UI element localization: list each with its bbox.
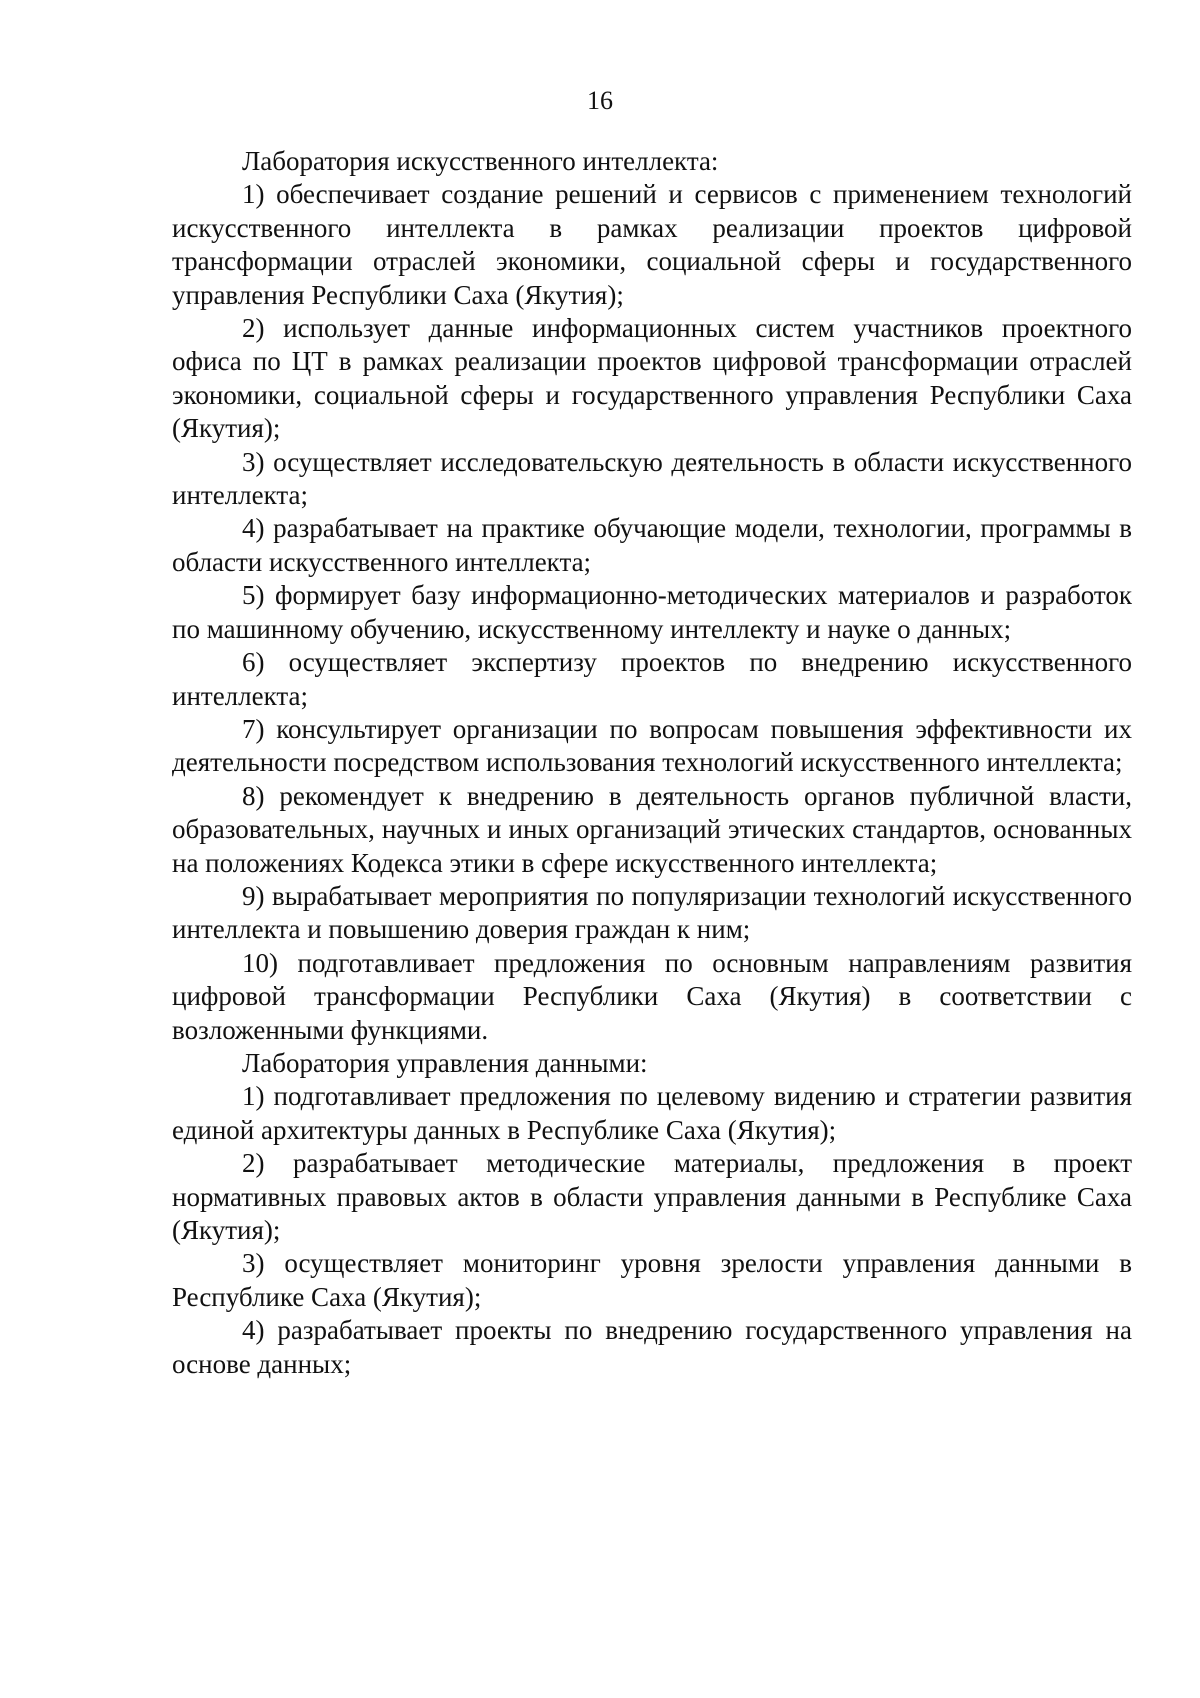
ai-lab-item-4: 4) разрабатывает на практике обучающие модели, технологии, программы в области искусственного интеллекта; bbox=[172, 513, 1132, 577]
data-lab-item-1: 1) подготавливает предложения по целевому видению и стратегии развития единой архитектуры данных в Республике Саха (Якутия); bbox=[172, 1081, 1132, 1145]
section-heading-ai-lab: Лаборатория искусственного интеллекта: bbox=[242, 146, 719, 176]
ai-lab-item-7: 7) консультирует организации по вопросам повышения эффективности их деятельности посредством использования технологий искусственного интеллекта; bbox=[172, 713, 1132, 778]
ai-lab-item-9: 9) вырабатывает мероприятия по популяризации технологий искусственного интеллекта и повышению доверия граждан к ним; bbox=[172, 880, 1132, 945]
document-body bbox=[172, 145, 1132, 1381]
page-number: 16 bbox=[587, 86, 613, 115]
ai-lab-item-6: 6) осуществляет экспертизу проектов по внедрению искусственного интеллекта; bbox=[172, 647, 1132, 711]
ai-lab-item-2: 2) использует данные информационных систем участников проектного офиса по ЦТ в рамках реализации проектов цифровой трансформации отраслей экономики, социальной сферы и государственного управления Республики Саха (Якутия); bbox=[172, 313, 1132, 444]
data-lab-item-4: 4) разрабатывает проекты по внедрению государственного управления на основе данных; bbox=[172, 1315, 1132, 1379]
ai-lab-item-8: 8) рекомендует к внедрению в деятельность органов публичной власти, образовательных, научных и иных организаций этических стандартов, основанных на положениях Кодекса этики в сфере искусственного интеллекта; bbox=[172, 780, 1132, 878]
ai-lab-item-1: 1) обеспечивает создание решений и сервисов с применением технологий искусственного интеллекта в рамках реализации проектов цифровой трансформации отраслей экономики, социальной сферы и государственного управления Республики Саха (Якутия); bbox=[172, 179, 1132, 310]
ai-lab-item-3: 3) осуществляет исследовательскую деятельность в области искусственного интеллекта; bbox=[172, 446, 1132, 511]
section-heading-data-lab: Лаборатория управления данными: bbox=[242, 1047, 648, 1078]
data-lab-item-3: 3) осуществляет мониторинг уровня зрелости управления данными в Республике Саха (Якутия); bbox=[172, 1248, 1132, 1312]
data-lab-item-2: 2) разрабатывает методические материалы, предложения в проект нормативных правовых актов в области управления данными в Республике Саха (Якутия); bbox=[172, 1148, 1132, 1245]
ai-lab-item-5: 5) формирует базу информационно-методических материалов и разработок по машинному обучению, искусственному интеллекту и науке о данных; bbox=[172, 580, 1132, 644]
ai-lab-item-10: 10) подготавливает предложения по основным направлениям развития цифровой трансформации Республики Саха (Якутия) в соответствии с возложенными функциями. bbox=[172, 947, 1132, 1045]
